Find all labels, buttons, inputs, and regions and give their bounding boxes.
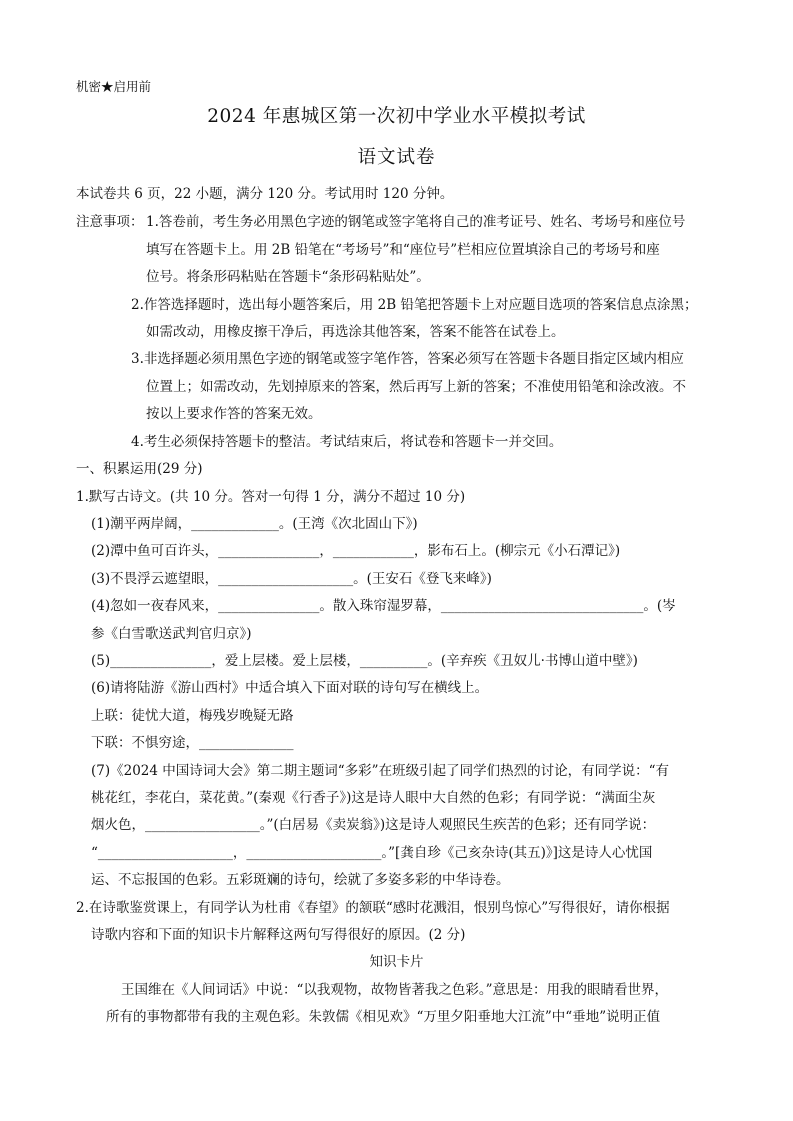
notes-label: 注意事项：: [76, 214, 144, 230]
question-1-item: “____________________，____________________。”[龚自珍《己亥杂诗(其五)》]这是诗人心忧国: [91, 845, 653, 861]
knowledge-card-line: 所有的事物都带有我的主观色彩。朱敦儒《相见欢》“万里夕阳垂地大江流”中“垂地”说明正值: [106, 1009, 661, 1025]
note-line: 4.考生必须保持答题卡的整洁。考试结束后，将试卷和答题卡一并交回。: [131, 434, 563, 450]
knowledge-card-title: 知识卡片: [369, 954, 424, 970]
note-line: 按以上要求作答的答案无效。: [146, 406, 322, 422]
question-1-item: (7)《2024 中国诗词大会》第二期主题词“多彩”在班级引起了同学们热烈的讨论，有同学说：“有: [91, 763, 669, 779]
question-1-item: 桃花红，李花白，菜花黄。”(秦观《行香子》)这是诗人眼中大自然的色彩；有同学说：“满面尘灰: [91, 790, 656, 806]
question-1-item: 烟火色，_________________。”(白居易《卖炭翁》)这是诗人观照民生疾苦的色彩；还有同学说：: [91, 817, 656, 833]
note-line: 2.作答选择题时，选出每小题答案后，用 2B 铅笔把答题卡上对应题目选项的答案信息点涂黑；: [131, 297, 698, 313]
question-1-item: (1)潮平两岸阔，_____________。(王湾《次北固山下》): [91, 516, 418, 532]
question-1-item: (4)忽如一夜春风来，_______________。散入珠帘湿罗幕，______________________________。(岑: [91, 598, 676, 614]
exam-subtitle: 语文试卷: [357, 147, 436, 168]
question-1-item: (5)_______________，爱上层楼。爱上层楼，__________。(辛弃疾《丑奴儿·书博山道中壁》): [91, 653, 638, 669]
question-1-item: 参《白雪歌送武判官归京》): [91, 626, 252, 642]
exam-title: 2024 年惠城区第一次初中学业水平模拟考试: [207, 106, 586, 127]
note-line: 填写在答题卡上。用 2B 铅笔在“考场号”和“座位号”栏相应位置填涂自己的考场号和座: [146, 242, 660, 258]
note-line: 3.非选择题必须用黑色字迹的钢笔或签字笔作答，答案必须写在答题卡各题目指定区域内相应: [131, 351, 684, 367]
question-1-stem: 1.默写古诗文。(共 10 分。答对一句得 1 分，满分不超过 10 分): [76, 489, 466, 505]
exam-intro: 本试卷共 6 页，22 小题，满分 120 分。考试用时 120 分钟。: [76, 186, 454, 202]
couplet-lower: 下联：不惧穷途，______________: [91, 735, 294, 751]
question-2-stem: 2.在诗歌鉴赏课上，有同学认为杜甫《春望》的颔联“感时花溅泪，恨别鸟惊心”写得很好，请你根据: [76, 900, 670, 916]
question-2-stem: 诗歌内容和下面的知识卡片解释这两句写得很好的原因。(2 分): [91, 927, 466, 943]
note-line: 位号。将条形码粘贴在答题卡“条形码粘贴处”。: [146, 269, 430, 285]
question-1-item: (2)潭中鱼可百许头，_______________，____________，影布石上。(柳宗元《小石潭记》): [91, 543, 621, 559]
question-1-item: (3)不畏浮云遮望眼，____________________。(王安石《登飞来峰》): [91, 571, 492, 587]
note-line: 位置上；如需改动，先划掉原来的答案，然后再写上新的答案；不准使用铅笔和涂改液。不: [146, 379, 686, 395]
couplet-upper: 上联：徒忧大道，梅残岁晚疑无路: [91, 708, 294, 724]
note-line: 如需改动，用橡皮擦干净后，再选涂其他答案，答案不能答在试卷上。: [146, 324, 565, 340]
question-1-item: (6)请将陆游《游山西村》中适合填入下面对联的诗句写在横线上。: [91, 680, 489, 696]
note-line: 1.答卷前，考生务必用黑色字迹的钢笔或签字笔将自己的准考证号、姓名、考场号和座位号: [146, 214, 686, 230]
knowledge-card-line: 王国维在《人间词话》中说：“以我观物，故物皆著我之色彩。”意思是：用我的眼睛看世界，: [121, 982, 669, 998]
question-1-item: 运、不忘报国的色彩。五彩斑斓的诗句，绘就了多姿多彩的中华诗卷。: [91, 872, 510, 888]
section-heading: 一、积累运用(29 分): [76, 461, 203, 477]
confidential-label: 机密★启用前: [76, 79, 152, 94]
